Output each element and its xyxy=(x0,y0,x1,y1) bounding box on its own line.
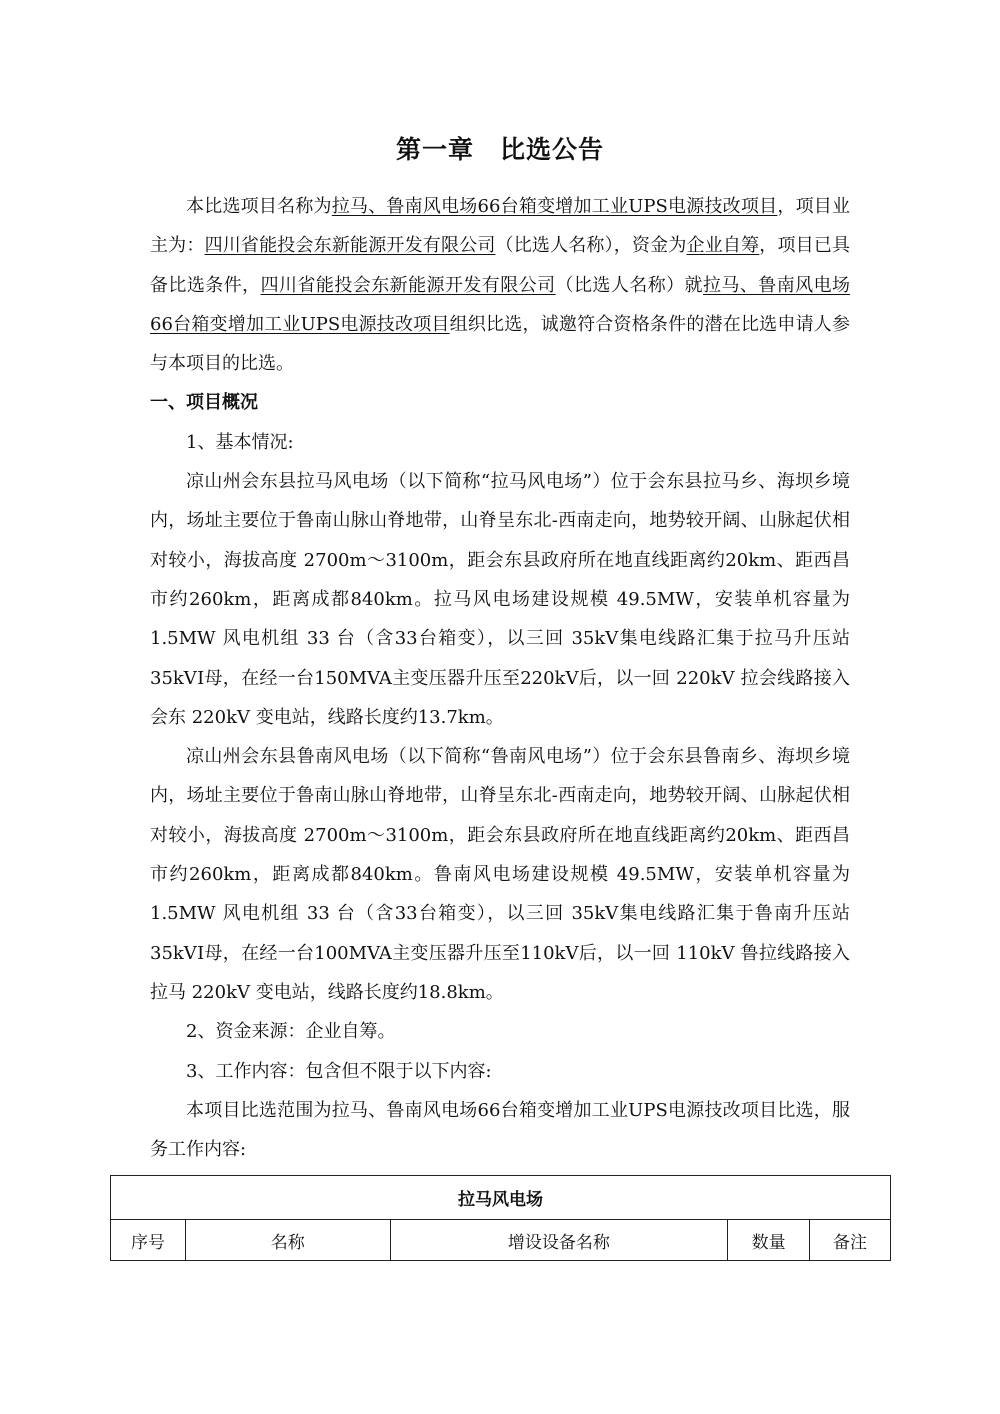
chapter-title xyxy=(0,130,1000,166)
scope-paragraph: 本项目比选范围为拉马、鲁南风电场66台箱变增加工业UPS电源技改项目比选，服务工作内容: xyxy=(150,1099,850,1161)
funding-item: 2、资金来源：企业自筹。 xyxy=(186,1021,396,1043)
selector-name: 四川省能投会东新能源开发有限公司 xyxy=(260,274,556,296)
lunan-description: 凉山州会东县鲁南风电场（以下简称“鲁南风电场”）位于会东县鲁南乡、海坝乡境内，场址主要位于鲁南山脉山脊地带，山脊呈东北-西南走向，地势较开阔、山脉起伏相对较小，海拔高度 2700m～3100m，距会东县政府所在地直线距离约20km、距西昌市约260km，距离成都840km。鲁南风电场建设规模 49.5MW，安装单机容量为 1.5MW 风电机组 33 台（含33台箱变），以三回 35kV集电线路汇集于鲁南升压站35kVⅠ母，在经一台100MVA主变压器升压至110kV后，以一回 110kV 鲁拉线路接入拉马 220kV 变电站，线路长度约18.8km。 xyxy=(150,746,850,1003)
header-index: 序号 xyxy=(111,1220,186,1261)
project-name-repeat: 拉马、鲁南风电场66台箱变增加工业UPS电源技改项目 xyxy=(150,274,851,335)
table-caption-row xyxy=(111,1176,891,1220)
intro-paragraph: 本比选项目名称为拉马、鲁南风电场66台箱变增加工业UPS电源技改项目，项目业主为：四川省能投会东新能源开发有限公司（比选人名称），资金为企业自筹，项目已具备比选条件，四川省能投会东新能源开发有限公司（比选人名称）就拉马、鲁南风电场66台箱变增加工业UPS电源技改项目组织比选，诚邀符合资格条件的潜在比选申请人参与本项目的比选。 xyxy=(150,196,851,375)
document-body xyxy=(150,187,850,1169)
chapter-name: 比选公告 xyxy=(500,135,605,164)
work-content-item: 3、工作内容：包含但不限于以下内容: xyxy=(186,1060,492,1082)
table-caption: 拉马风电场 xyxy=(111,1176,891,1220)
funding-source: 企业自筹 xyxy=(686,235,760,257)
equipment-table xyxy=(110,1175,891,1261)
table-header-row xyxy=(111,1220,891,1261)
header-quantity: 数量 xyxy=(728,1220,810,1261)
chapter-number: 第一章 xyxy=(395,135,474,164)
header-equipment: 增设设备名称 xyxy=(390,1220,728,1261)
header-remarks: 备注 xyxy=(810,1220,891,1261)
subsection-heading: 1、基本情况: xyxy=(186,431,294,453)
header-name: 名称 xyxy=(185,1220,390,1261)
project-owner: 四川省能投会东新能源开发有限公司 xyxy=(204,235,496,257)
project-name: 拉马、鲁南风电场66台箱变增加工业UPS电源技改项目 xyxy=(331,196,778,217)
lama-description: 凉山州会东县拉马风电场（以下简称“拉马风电场”）位于会东县拉马乡、海坝乡境内，场址主要位于鲁南山脉山脊地带，山脊呈东北-西南走向，地势较开阔、山脉起伏相对较小，海拔高度 2700m～3100m，距会东县政府所在地直线距离约20km、距西昌市约260km，距离成都840km。拉马风电场建设规模 49.5MW，安装单机容量为 1.5MW 风电机组 33 台（含33台箱变），以三回 35kV集电线路汇集于拉马升压站35kVⅠ母，在经一台150MVA主变压器升压至220kV后，以一回 220kV 拉会线路接入会东 220kV 变电站，线路长度约13.7km。 xyxy=(150,471,850,728)
section-heading: 一、项目概况 xyxy=(150,392,258,414)
